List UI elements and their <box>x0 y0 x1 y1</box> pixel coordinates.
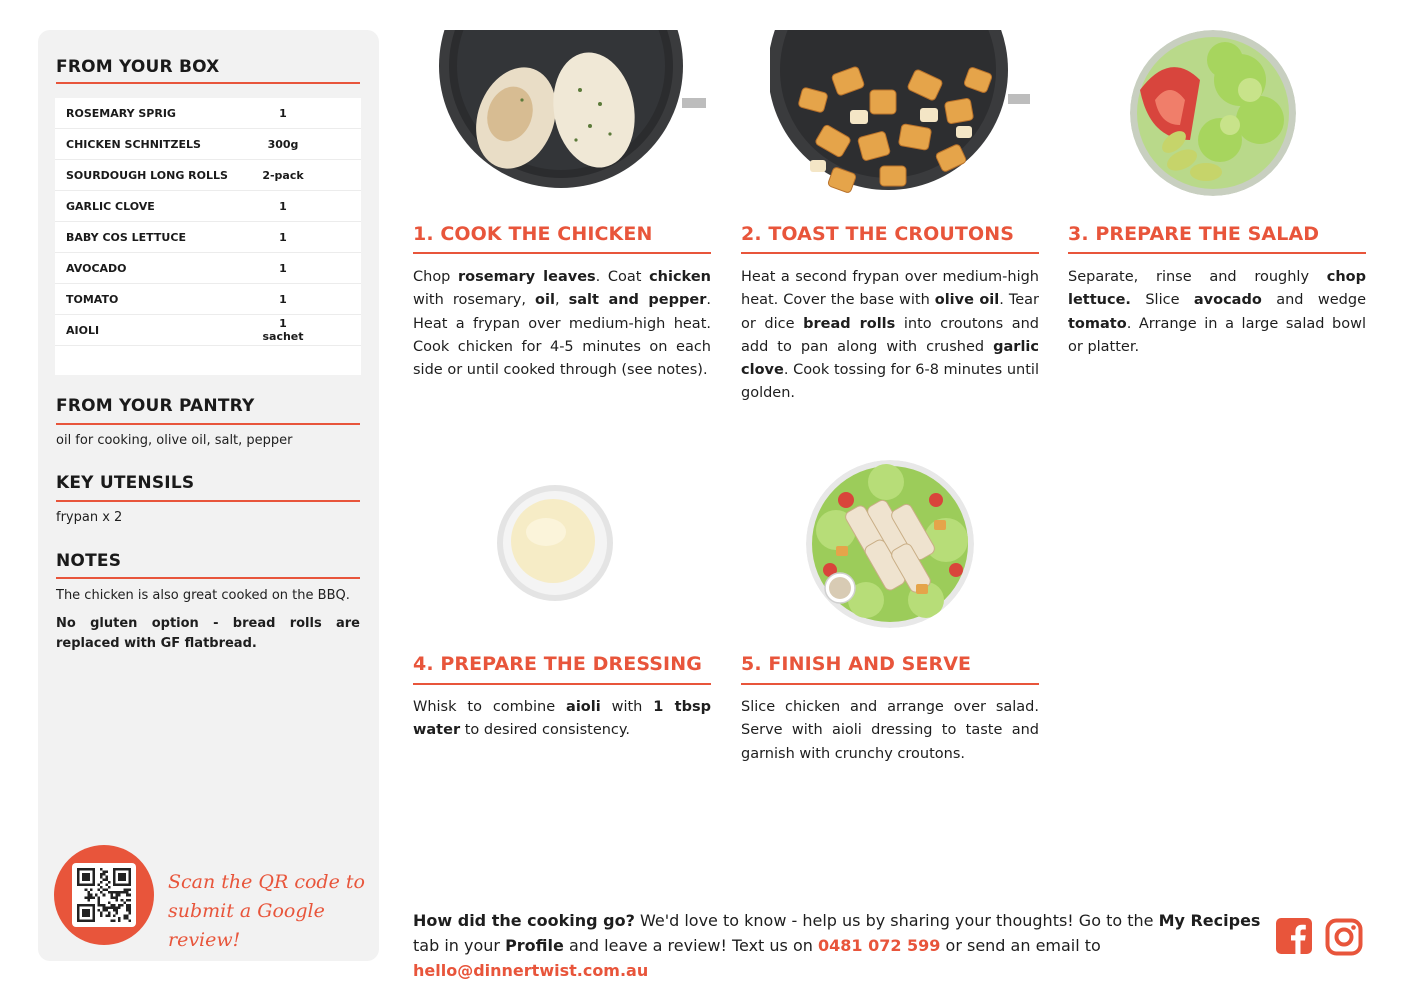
aioli-bowl-photo <box>496 484 614 602</box>
ingredient-name: AIOLI <box>66 323 100 337</box>
ingredient-name: CHICKEN SCHNITZELS <box>66 137 201 151</box>
ingredient-name: GARLIC CLOVE <box>66 199 155 213</box>
facebook-icon[interactable] <box>1276 918 1314 956</box>
step-2-body <box>741 266 1039 406</box>
review-footer <box>413 908 1263 983</box>
qr-badge[interactable] <box>54 845 154 945</box>
bold-text: tomato <box>1068 315 1127 332</box>
text-run: . Cook tossing for 6-8 minutes until golden. <box>741 362 1039 402</box>
text-run: with rosemary, <box>413 292 536 309</box>
text-run: to desired consistency. <box>460 722 631 739</box>
ingredient-qty: 1 <box>279 230 287 244</box>
text-run: Whisk to combine <box>413 699 567 715</box>
ingredient-name: BABY COS LETTUCE <box>66 230 186 244</box>
text-run: . Arrange in a large salad bowl or platter. <box>1068 315 1366 355</box>
step-4-title: 4. PREPARE THE DRESSING <box>413 653 702 675</box>
text-run: . Tear or dice <box>741 292 1040 332</box>
text-run: . Coat <box>595 269 650 285</box>
divider <box>1068 252 1366 254</box>
instagram-icon[interactable] <box>1325 918 1363 956</box>
ingredient-name: AVOCADO <box>66 261 127 275</box>
ingredient-name: SOURDOUGH LONG ROLLS <box>66 168 228 182</box>
step-1-title: 1. COOK THE CHICKEN <box>413 223 653 245</box>
from-box-title: FROM YOUR BOX <box>56 57 220 77</box>
ingredient-qty: 2-pack <box>262 168 304 182</box>
text-run: and wedge <box>1261 292 1366 309</box>
bold-text: garlic clove <box>741 338 1039 379</box>
bold-text: oil <box>535 292 555 309</box>
ingredient-qty: 1 <box>279 292 287 306</box>
pantry-title: FROM YOUR PANTRY <box>56 396 255 416</box>
qr-caption <box>168 868 379 955</box>
croutons-pan-photo <box>770 30 1032 198</box>
bold-text: Profile <box>505 936 564 955</box>
notes-text: The chicken is also great cooked on the BBQ. <box>56 588 350 603</box>
chicken-pan-photo <box>430 30 710 198</box>
bold-text: How did the cooking go? <box>413 911 635 930</box>
bold-text: olive oil <box>934 292 1000 309</box>
qr-caption-line: Scan the QR code to <box>168 871 365 893</box>
bold-text: 1 tbsp water <box>413 699 712 739</box>
notes-title: NOTES <box>56 551 122 571</box>
step-1-body <box>413 266 711 382</box>
notes-gluten-text: No gluten option - bread rolls are replaced with GF flatbread. <box>56 616 360 651</box>
text-run: and leave a review! Text us on <box>563 936 818 955</box>
qr-caption-line: submit a Google review! <box>168 900 325 951</box>
text-run: We'd love to know - help us by sharing your thoughts! Go to the <box>634 911 1159 930</box>
text-run: Heat a second frypan over medium-high heat. Cover the base with <box>741 269 1039 309</box>
contact-link[interactable]: hello@dinnertwist.com.au <box>413 961 649 980</box>
divider <box>56 82 360 84</box>
salad-bowl-photo <box>1130 30 1296 196</box>
table-row <box>55 315 361 346</box>
table-row <box>55 191 361 222</box>
text-run: or send an email to <box>940 936 1101 955</box>
ingredient-qty: 1 sachet <box>262 317 304 343</box>
text-run: with <box>600 699 654 715</box>
text-run: into croutons and add to pan along with crushed <box>741 315 1040 355</box>
contact-link[interactable]: 0481 072 599 <box>817 936 941 955</box>
step-3-title: 3. PREPARE THE SALAD <box>1068 223 1320 245</box>
text-run: tab in your <box>413 936 506 955</box>
utensils-text: frypan x 2 <box>56 510 123 525</box>
text-run: Slice chicken and arrange over salad. Serve with aioli dressing to taste and garnish with crunchy croutons. <box>741 699 1039 762</box>
table-row <box>55 129 361 160</box>
bold-text: chicken <box>649 269 711 285</box>
step-5-body <box>741 696 1039 766</box>
text-run: , <box>554 292 569 309</box>
finished-salad-photo <box>806 460 974 628</box>
divider <box>56 577 360 579</box>
step-4-body <box>413 696 711 743</box>
ingredient-name: TOMATO <box>66 292 119 306</box>
divider <box>413 252 711 254</box>
ingredient-qty: 1 <box>279 106 287 120</box>
bold-text: salt and pepper <box>568 292 707 309</box>
bold-text: bread rolls <box>803 315 896 332</box>
table-row <box>55 253 361 284</box>
text-run: . Heat a frypan over medium-high heat. Cook chicken for 4-5 minutes on each side or until cooked through (see notes). <box>413 292 711 379</box>
divider <box>56 500 360 502</box>
divider <box>56 423 360 425</box>
qr-code-icon <box>72 863 136 927</box>
ingredient-name: ROSEMARY SPRIG <box>66 106 176 120</box>
ingredient-qty: 1 <box>279 261 287 275</box>
step-5-title: 5. FINISH AND SERVE <box>741 653 972 675</box>
step-3-body <box>1068 266 1366 359</box>
ingredient-qty: 1 <box>279 199 287 213</box>
divider <box>741 252 1039 254</box>
text-run: Chop <box>413 269 459 285</box>
divider <box>413 683 711 685</box>
ingredients-table <box>55 98 361 375</box>
table-row <box>55 222 361 253</box>
bold-text: aioli <box>566 699 601 715</box>
step-2-title: 2. TOAST THE CROUTONS <box>741 223 1015 245</box>
bold-text: chop lettuce. <box>1068 269 1366 309</box>
divider <box>741 683 1039 685</box>
table-row <box>55 284 361 315</box>
sidebar <box>38 30 379 961</box>
bold-text: avocado <box>1193 292 1262 309</box>
utensils-title: KEY UTENSILS <box>56 473 195 493</box>
table-row <box>55 160 361 191</box>
bold-text: My Recipes <box>1158 911 1261 930</box>
bold-text: rosemary leaves <box>458 269 596 285</box>
text-run: Separate, rinse and roughly <box>1068 269 1327 285</box>
table-row <box>55 98 361 129</box>
pantry-text: oil for cooking, olive oil, salt, pepper <box>56 433 293 448</box>
text-run: Slice <box>1130 292 1194 309</box>
ingredient-qty: 300g <box>267 137 299 151</box>
